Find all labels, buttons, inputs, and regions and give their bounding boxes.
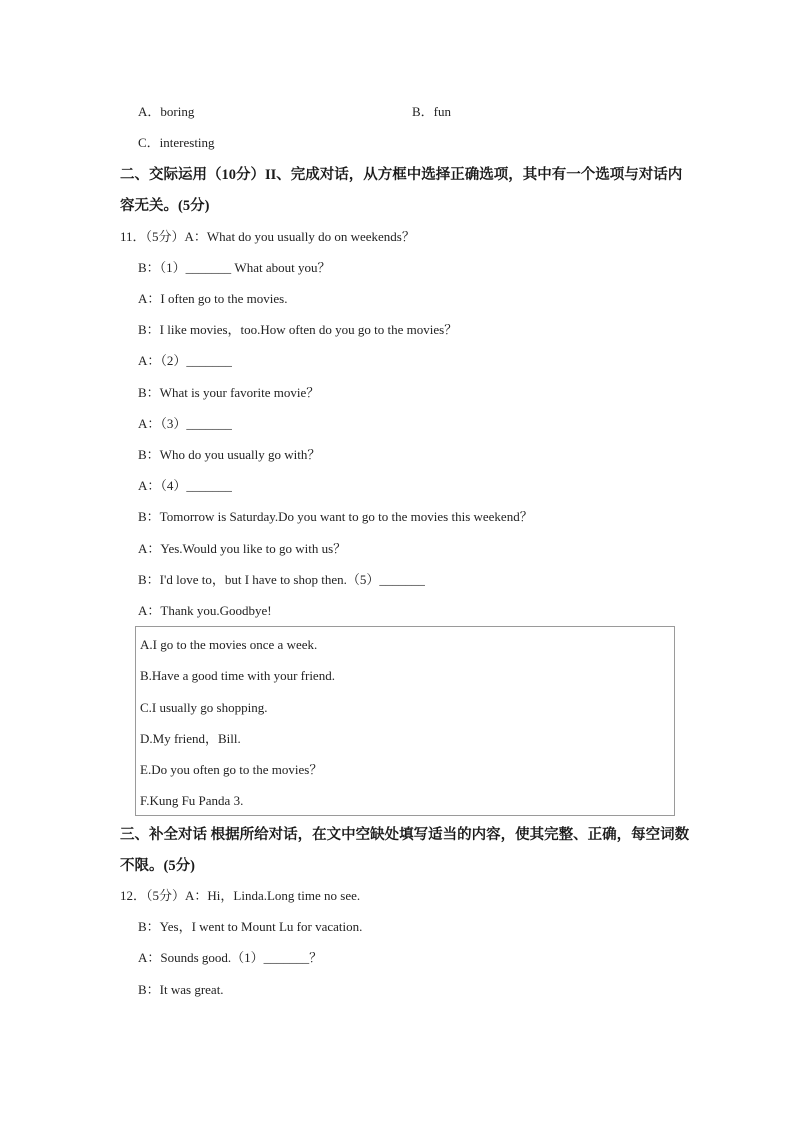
option-c: C．interesting <box>138 135 215 150</box>
q12-line-2: A：Sounds good.（1）_______？ <box>138 950 323 965</box>
q11-line-0: 11．（5分）A：What do you usually do on weekends？ <box>120 229 415 244</box>
q11-line-2: A：I often go to the movies. <box>138 291 288 306</box>
q11-line-11: B：I'd love to，but I have to shop then.（5）_______ <box>138 572 425 587</box>
q12-line-0: 12．（5分）A：Hi，Linda.Long time no see. <box>120 888 361 903</box>
section-3-heading-line2: 不限。(5分) <box>120 858 195 874</box>
q11-line-8: A：（4）_______ <box>138 478 232 493</box>
box-option-e: E.Do you often go to the movies？ <box>140 762 323 777</box>
box-option-c: C.I usually go shopping. <box>140 700 268 715</box>
section-2-heading-line2: 容无关。(5分) <box>120 198 210 214</box>
q11-line-7: B：Who do you usually go with？ <box>138 447 321 462</box>
q11-line-5: B：What is your favorite movie？ <box>138 385 320 400</box>
q12-line-3: B：It was great. <box>138 982 224 997</box>
option-b: B．fun <box>412 104 452 119</box>
option-a: A．boring <box>138 104 195 119</box>
q11-line-9: B：Tomorrow is Saturday.Do you want to go to the movies this weekend？ <box>138 509 533 524</box>
q11-line-3: B：I like movies，too.How often do you go to the movies？ <box>138 322 458 337</box>
section-3-heading-line1: 三、补全对话 根据所给对话，在文中空缺处填写适当的内容，使其完整、正确，每空词数 <box>120 827 690 843</box>
options-box <box>135 626 675 816</box>
q11-line-6: A：（3）_______ <box>138 416 232 431</box>
q11-line-4: A：（2）_______ <box>138 353 232 368</box>
box-option-d: D.My friend，Bill. <box>140 731 241 746</box>
section-2-heading-line1: 二、交际运用（10分）II、完成对话，从方框中选择正确选项，其中有一个选项与对话内 <box>120 167 683 183</box>
q11-line-1: B：（1）_______ What about you？ <box>138 260 331 275</box>
q11-line-10: A：Yes.Would you like to go with us？ <box>138 541 347 556</box>
box-option-f: F.Kung Fu Panda 3. <box>140 793 244 808</box>
q11-line-12: A：Thank you.Goodbye! <box>138 603 272 618</box>
box-option-a: A.I go to the movies once a week. <box>140 637 318 652</box>
box-option-b: B.Have a good time with your friend. <box>140 668 335 683</box>
q12-line-1: B：Yes，I went to Mount Lu for vacation. <box>138 919 363 934</box>
